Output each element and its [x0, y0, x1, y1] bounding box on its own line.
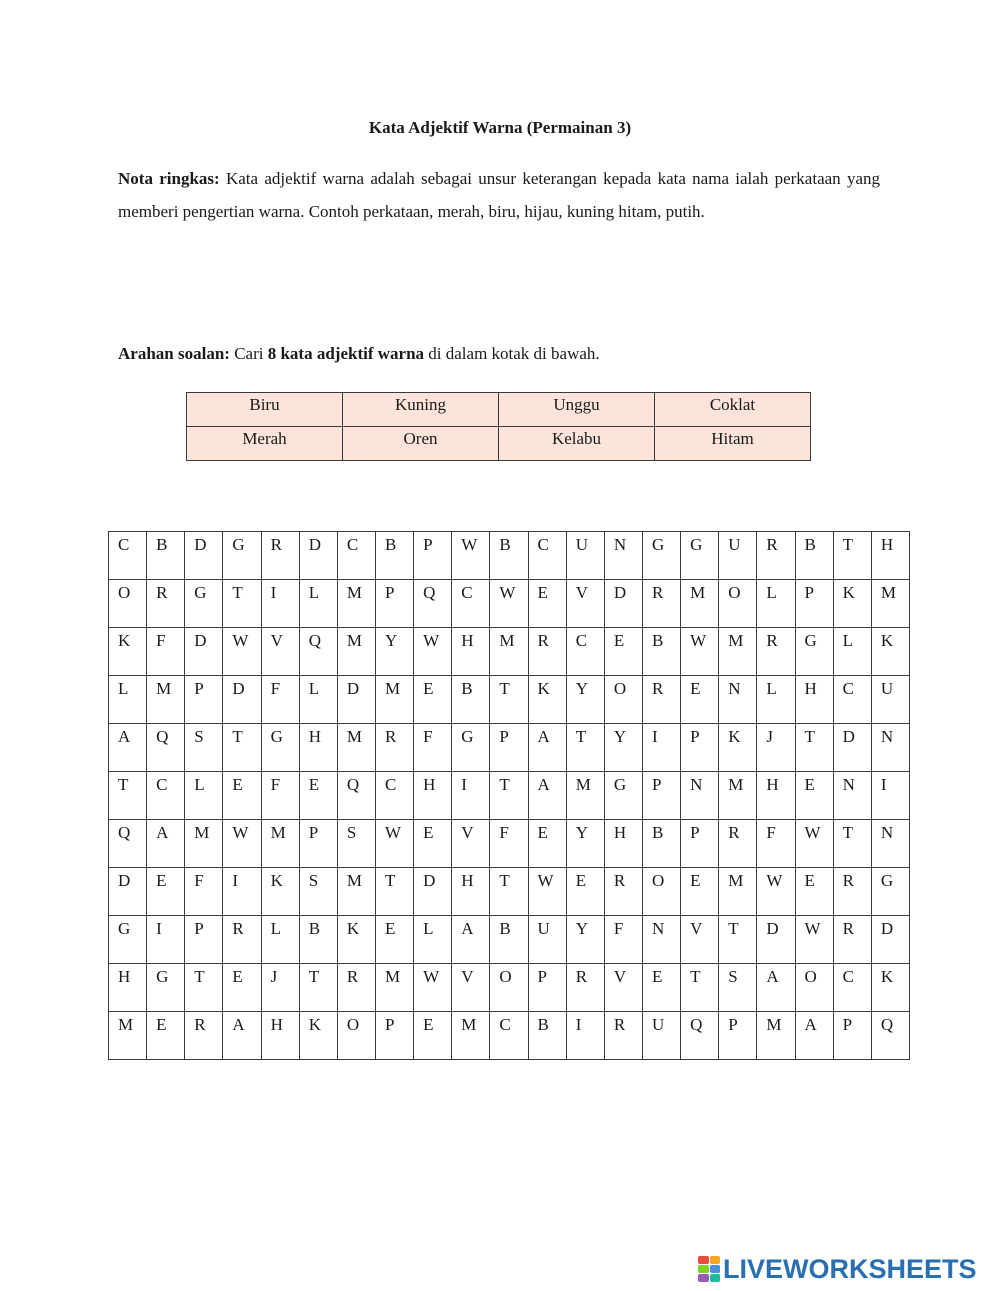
- grid-letter-cell[interactable]: B: [795, 532, 833, 580]
- grid-letter-cell[interactable]: N: [642, 916, 680, 964]
- grid-letter-cell[interactable]: L: [185, 772, 223, 820]
- logo-square: [710, 1256, 721, 1264]
- grid-letter-cell[interactable]: E: [223, 772, 261, 820]
- grid-letter-cell[interactable]: R: [337, 964, 375, 1012]
- grid-letter-cell[interactable]: W: [490, 580, 528, 628]
- brand-text: LIVEWORKSHEETS: [723, 1253, 977, 1284]
- grid-letter-cell[interactable]: E: [299, 772, 337, 820]
- grid-letter-cell[interactable]: M: [109, 1012, 147, 1060]
- worksheet-title: Kata Adjektif Warna (Permainan 3): [368, 118, 632, 137]
- grid-letter-cell[interactable]: R: [642, 580, 680, 628]
- grid-letter-cell[interactable]: T: [681, 964, 719, 1012]
- grid-letter-cell[interactable]: I: [871, 772, 909, 820]
- grid-letter-cell[interactable]: U: [642, 1012, 680, 1060]
- grid-letter-cell[interactable]: E: [375, 916, 413, 964]
- grid-letter-cell[interactable]: U: [871, 676, 909, 724]
- grid-letter-cell[interactable]: T: [719, 916, 757, 964]
- grid-letter-cell[interactable]: Q: [414, 580, 452, 628]
- grid-letter-cell[interactable]: P: [185, 916, 223, 964]
- grid-letter-cell[interactable]: Q: [109, 820, 147, 868]
- grid-letter-cell[interactable]: L: [757, 676, 795, 724]
- grid-letter-cell[interactable]: D: [871, 916, 909, 964]
- grid-letter-cell[interactable]: G: [604, 772, 642, 820]
- grid-letter-cell[interactable]: O: [795, 964, 833, 1012]
- grid-letter-cell[interactable]: H: [414, 772, 452, 820]
- grid-letter-cell[interactable]: C: [109, 532, 147, 580]
- grid-letter-cell[interactable]: V: [566, 580, 604, 628]
- grid-letter-cell[interactable]: E: [681, 676, 719, 724]
- grid-letter-cell[interactable]: C: [147, 772, 185, 820]
- grid-letter-cell[interactable]: Q: [337, 772, 375, 820]
- grid-letter-cell[interactable]: E: [147, 1012, 185, 1060]
- grid-letter-cell[interactable]: E: [414, 676, 452, 724]
- grid-letter-cell[interactable]: W: [757, 868, 795, 916]
- grid-letter-cell[interactable]: T: [833, 820, 871, 868]
- grid-letter-cell[interactable]: D: [299, 532, 337, 580]
- grid-letter-cell[interactable]: P: [375, 580, 413, 628]
- grid-letter-cell[interactable]: T: [223, 580, 261, 628]
- grid-letter-cell[interactable]: I: [261, 580, 299, 628]
- grid-letter-cell[interactable]: H: [452, 868, 490, 916]
- grid-letter-cell[interactable]: F: [604, 916, 642, 964]
- grid-letter-cell[interactable]: R: [757, 628, 795, 676]
- grid-letter-cell[interactable]: B: [642, 820, 680, 868]
- grid-letter-cell[interactable]: G: [452, 724, 490, 772]
- grid-letter-cell[interactable]: L: [414, 916, 452, 964]
- arahan-soalan: [118, 344, 880, 364]
- nota-ringkas: [118, 162, 880, 228]
- grid-letter-cell[interactable]: H: [109, 964, 147, 1012]
- grid-letter-cell[interactable]: G: [147, 964, 185, 1012]
- word-bank-table: [186, 392, 811, 461]
- grid-letter-cell[interactable]: V: [452, 964, 490, 1012]
- grid-letter-cell[interactable]: K: [833, 580, 871, 628]
- grid-letter-cell[interactable]: L: [261, 916, 299, 964]
- grid-letter-cell[interactable]: B: [299, 916, 337, 964]
- grid-row: [109, 580, 910, 628]
- grid-letter-cell[interactable]: H: [604, 820, 642, 868]
- grid-letter-cell[interactable]: I: [642, 724, 680, 772]
- grid-letter-cell[interactable]: H: [871, 532, 909, 580]
- logo-square: [710, 1265, 721, 1273]
- grid-letter-cell[interactable]: T: [490, 868, 528, 916]
- grid-letter-cell[interactable]: O: [604, 676, 642, 724]
- grid-letter-cell[interactable]: O: [719, 580, 757, 628]
- arahan-text-2: di dalam kotak di bawah.: [424, 344, 600, 363]
- grid-letter-cell[interactable]: M: [719, 628, 757, 676]
- grid-letter-cell[interactable]: C: [490, 1012, 528, 1060]
- logo-square: [698, 1256, 709, 1264]
- grid-letter-cell[interactable]: W: [795, 820, 833, 868]
- grid-letter-cell[interactable]: L: [833, 628, 871, 676]
- grid-letter-cell[interactable]: P: [490, 724, 528, 772]
- grid-letter-cell[interactable]: O: [337, 1012, 375, 1060]
- grid-letter-cell[interactable]: F: [414, 724, 452, 772]
- grid-letter-cell[interactable]: V: [452, 820, 490, 868]
- grid-letter-cell[interactable]: F: [261, 676, 299, 724]
- grid-letter-cell[interactable]: T: [375, 868, 413, 916]
- grid-letter-cell[interactable]: P: [681, 820, 719, 868]
- word-bank-row: [187, 427, 811, 461]
- grid-letter-cell[interactable]: B: [528, 1012, 566, 1060]
- grid-letter-cell[interactable]: G: [795, 628, 833, 676]
- arahan-text-1: Cari: [229, 344, 268, 363]
- grid-letter-cell[interactable]: B: [147, 532, 185, 580]
- nota-label: Nota ringkas:: [118, 169, 220, 188]
- grid-letter-cell[interactable]: L: [299, 580, 337, 628]
- grid-letter-cell[interactable]: M: [490, 628, 528, 676]
- grid-letter-cell[interactable]: W: [528, 868, 566, 916]
- grid-row: [109, 628, 910, 676]
- grid-row: [109, 964, 910, 1012]
- grid-letter-cell[interactable]: P: [681, 724, 719, 772]
- grid-letter-cell[interactable]: D: [833, 724, 871, 772]
- grid-letter-cell[interactable]: T: [223, 724, 261, 772]
- grid-letter-cell[interactable]: Y: [604, 724, 642, 772]
- logo-square: [698, 1274, 709, 1282]
- grid-letter-cell[interactable]: T: [109, 772, 147, 820]
- grid-letter-cell[interactable]: U: [528, 916, 566, 964]
- grid-letter-cell[interactable]: A: [795, 1012, 833, 1060]
- grid-letter-cell[interactable]: W: [223, 820, 261, 868]
- grid-letter-cell[interactable]: N: [833, 772, 871, 820]
- grid-letter-cell[interactable]: M: [337, 580, 375, 628]
- grid-letter-cell[interactable]: E: [795, 868, 833, 916]
- grid-letter-cell[interactable]: W: [681, 628, 719, 676]
- grid-letter-cell[interactable]: C: [375, 772, 413, 820]
- grid-letter-cell[interactable]: V: [261, 628, 299, 676]
- grid-letter-cell[interactable]: K: [261, 868, 299, 916]
- grid-letter-cell[interactable]: G: [871, 868, 909, 916]
- grid-letter-cell[interactable]: R: [833, 868, 871, 916]
- grid-letter-cell[interactable]: G: [261, 724, 299, 772]
- grid-letter-cell[interactable]: E: [147, 868, 185, 916]
- grid-letter-cell[interactable]: E: [528, 580, 566, 628]
- grid-letter-cell[interactable]: C: [833, 676, 871, 724]
- grid-letter-cell[interactable]: D: [414, 868, 452, 916]
- grid-letter-cell[interactable]: W: [795, 916, 833, 964]
- grid-letter-cell[interactable]: L: [109, 676, 147, 724]
- grid-letter-cell[interactable]: D: [757, 916, 795, 964]
- grid-letter-cell[interactable]: P: [719, 1012, 757, 1060]
- grid-letter-cell[interactable]: R: [604, 868, 642, 916]
- grid-letter-cell[interactable]: C: [566, 628, 604, 676]
- grid-letter-cell[interactable]: K: [871, 628, 909, 676]
- grid-letter-cell[interactable]: W: [414, 964, 452, 1012]
- grid-letter-cell[interactable]: T: [795, 724, 833, 772]
- liveworksheets-logo: [698, 1254, 977, 1284]
- grid-letter-cell[interactable]: K: [109, 628, 147, 676]
- word-bank-item: Unggu: [499, 393, 655, 427]
- grid-letter-cell[interactable]: R: [833, 916, 871, 964]
- grid-letter-cell[interactable]: E: [414, 1012, 452, 1060]
- grid-row: [109, 772, 910, 820]
- grid-row: [109, 916, 910, 964]
- grid-letter-cell[interactable]: P: [642, 772, 680, 820]
- grid-letter-cell[interactable]: G: [642, 532, 680, 580]
- grid-letter-cell[interactable]: P: [375, 1012, 413, 1060]
- grid-letter-cell[interactable]: C: [833, 964, 871, 1012]
- grid-letter-cell[interactable]: T: [185, 964, 223, 1012]
- grid-letter-cell[interactable]: R: [223, 916, 261, 964]
- grid-letter-cell[interactable]: F: [261, 772, 299, 820]
- grid-letter-cell[interactable]: M: [261, 820, 299, 868]
- grid-letter-cell[interactable]: G: [109, 916, 147, 964]
- grid-letter-cell[interactable]: R: [261, 532, 299, 580]
- grid-letter-cell[interactable]: I: [452, 772, 490, 820]
- grid-letter-cell[interactable]: Y: [375, 628, 413, 676]
- grid-letter-cell[interactable]: F: [147, 628, 185, 676]
- grid-letter-cell[interactable]: E: [566, 868, 604, 916]
- grid-letter-cell[interactable]: F: [490, 820, 528, 868]
- grid-letter-cell[interactable]: H: [299, 724, 337, 772]
- grid-row: [109, 1012, 910, 1060]
- grid-letter-cell[interactable]: M: [681, 580, 719, 628]
- grid-letter-cell[interactable]: R: [375, 724, 413, 772]
- grid-letter-cell[interactable]: S: [185, 724, 223, 772]
- grid-letter-cell[interactable]: S: [719, 964, 757, 1012]
- grid-letter-cell[interactable]: V: [681, 916, 719, 964]
- grid-letter-cell[interactable]: R: [528, 628, 566, 676]
- grid-letter-cell[interactable]: B: [490, 532, 528, 580]
- grid-letter-cell[interactable]: C: [528, 532, 566, 580]
- grid-letter-cell[interactable]: H: [261, 1012, 299, 1060]
- grid-letter-cell[interactable]: R: [147, 580, 185, 628]
- grid-letter-cell[interactable]: P: [528, 964, 566, 1012]
- grid-letter-cell[interactable]: T: [490, 676, 528, 724]
- grid-row: [109, 532, 910, 580]
- grid-letter-cell[interactable]: M: [566, 772, 604, 820]
- grid-letter-cell[interactable]: Q: [147, 724, 185, 772]
- grid-letter-cell[interactable]: E: [604, 628, 642, 676]
- grid-letter-cell[interactable]: O: [109, 580, 147, 628]
- grid-letter-cell[interactable]: M: [337, 628, 375, 676]
- word-search-grid: [108, 531, 910, 1060]
- grid-letter-cell[interactable]: P: [833, 1012, 871, 1060]
- grid-letter-cell[interactable]: M: [337, 868, 375, 916]
- grid-letter-cell[interactable]: T: [566, 724, 604, 772]
- grid-letter-cell[interactable]: Y: [566, 916, 604, 964]
- grid-letter-cell[interactable]: A: [452, 916, 490, 964]
- grid-row: [109, 868, 910, 916]
- grid-letter-cell[interactable]: C: [337, 532, 375, 580]
- grid-letter-cell[interactable]: M: [719, 772, 757, 820]
- grid-letter-cell[interactable]: N: [604, 532, 642, 580]
- grid-letter-cell[interactable]: W: [414, 628, 452, 676]
- grid-letter-cell[interactable]: E: [528, 820, 566, 868]
- grid-letter-cell[interactable]: M: [375, 676, 413, 724]
- grid-letter-cell[interactable]: D: [604, 580, 642, 628]
- grid-letter-cell[interactable]: F: [757, 820, 795, 868]
- grid-letter-cell[interactable]: K: [337, 916, 375, 964]
- grid-row: [109, 724, 910, 772]
- grid-letter-cell[interactable]: N: [871, 724, 909, 772]
- grid-letter-cell[interactable]: W: [452, 532, 490, 580]
- grid-letter-cell[interactable]: M: [719, 868, 757, 916]
- grid-letter-cell[interactable]: L: [757, 580, 795, 628]
- grid-letter-cell[interactable]: E: [795, 772, 833, 820]
- grid-letter-cell[interactable]: M: [757, 1012, 795, 1060]
- grid-letter-cell[interactable]: S: [299, 868, 337, 916]
- grid-letter-cell[interactable]: A: [147, 820, 185, 868]
- grid-letter-cell[interactable]: H: [795, 676, 833, 724]
- word-bank-item: Kuning: [343, 393, 499, 427]
- liveworksheets-logo-icon: [698, 1256, 720, 1282]
- grid-letter-cell[interactable]: W: [223, 628, 261, 676]
- grid-letter-cell[interactable]: U: [566, 532, 604, 580]
- grid-letter-cell[interactable]: B: [490, 916, 528, 964]
- word-bank-item: Kelabu: [499, 427, 655, 461]
- grid-letter-cell[interactable]: G: [223, 532, 261, 580]
- grid-letter-cell[interactable]: M: [375, 964, 413, 1012]
- grid-letter-cell[interactable]: R: [566, 964, 604, 1012]
- grid-letter-cell[interactable]: C: [452, 580, 490, 628]
- grid-letter-cell[interactable]: G: [681, 532, 719, 580]
- grid-letter-cell[interactable]: K: [528, 676, 566, 724]
- grid-letter-cell[interactable]: H: [757, 772, 795, 820]
- grid-letter-cell[interactable]: K: [871, 964, 909, 1012]
- grid-letter-cell[interactable]: R: [757, 532, 795, 580]
- grid-letter-cell[interactable]: N: [681, 772, 719, 820]
- grid-letter-cell[interactable]: E: [681, 868, 719, 916]
- grid-letter-cell[interactable]: Q: [871, 1012, 909, 1060]
- grid-letter-cell[interactable]: Q: [681, 1012, 719, 1060]
- grid-letter-cell[interactable]: A: [757, 964, 795, 1012]
- arahan-bold: 8 kata adjektif warna: [267, 344, 425, 363]
- grid-letter-cell[interactable]: D: [223, 676, 261, 724]
- grid-letter-cell[interactable]: B: [452, 676, 490, 724]
- grid-letter-cell[interactable]: L: [299, 676, 337, 724]
- grid-letter-cell[interactable]: R: [185, 1012, 223, 1060]
- grid-row: [109, 820, 910, 868]
- grid-letter-cell[interactable]: F: [185, 868, 223, 916]
- grid-letter-cell[interactable]: P: [414, 532, 452, 580]
- grid-letter-cell[interactable]: G: [185, 580, 223, 628]
- grid-letter-cell[interactable]: M: [147, 676, 185, 724]
- word-bank-item: Merah: [187, 427, 343, 461]
- grid-letter-cell[interactable]: M: [452, 1012, 490, 1060]
- grid-letter-cell[interactable]: K: [299, 1012, 337, 1060]
- grid-letter-cell[interactable]: D: [109, 868, 147, 916]
- grid-letter-cell[interactable]: W: [375, 820, 413, 868]
- nota-text: Kata adjektif warna adalah sebagai unsur keterangan kepada kata nama ialah perkataan yang memberi pengertian warna. Contoh perkataan, merah, biru, hijau, kuning hitam, putih.: [118, 169, 880, 221]
- grid-letter-cell[interactable]: D: [185, 532, 223, 580]
- grid-letter-cell[interactable]: S: [337, 820, 375, 868]
- grid-letter-cell[interactable]: T: [299, 964, 337, 1012]
- grid-letter-cell[interactable]: Q: [299, 628, 337, 676]
- grid-letter-cell[interactable]: P: [185, 676, 223, 724]
- word-bank-item: Biru: [187, 393, 343, 427]
- grid-letter-cell[interactable]: H: [452, 628, 490, 676]
- word-bank-row: [187, 393, 811, 427]
- grid-letter-cell[interactable]: I: [147, 916, 185, 964]
- grid-letter-cell[interactable]: V: [604, 964, 642, 1012]
- grid-letter-cell[interactable]: A: [109, 724, 147, 772]
- grid-letter-cell[interactable]: R: [642, 676, 680, 724]
- grid-letter-cell[interactable]: M: [337, 724, 375, 772]
- grid-letter-cell[interactable]: E: [223, 964, 261, 1012]
- grid-letter-cell[interactable]: O: [490, 964, 528, 1012]
- grid-letter-cell[interactable]: Y: [566, 676, 604, 724]
- grid-letter-cell[interactable]: J: [261, 964, 299, 1012]
- grid-letter-cell[interactable]: M: [871, 580, 909, 628]
- logo-square: [710, 1274, 721, 1282]
- grid-letter-cell[interactable]: R: [604, 1012, 642, 1060]
- grid-letter-cell[interactable]: B: [375, 532, 413, 580]
- grid-letter-cell[interactable]: D: [337, 676, 375, 724]
- logo-square: [698, 1265, 709, 1273]
- grid-letter-cell[interactable]: A: [528, 724, 566, 772]
- arahan-label: Arahan soalan:: [118, 344, 230, 363]
- grid-letter-cell[interactable]: P: [795, 580, 833, 628]
- grid-letter-cell[interactable]: U: [719, 532, 757, 580]
- word-bank-item: Hitam: [655, 427, 811, 461]
- grid-letter-cell[interactable]: E: [642, 964, 680, 1012]
- grid-letter-cell[interactable]: A: [223, 1012, 261, 1060]
- grid-letter-cell[interactable]: N: [719, 676, 757, 724]
- grid-letter-cell[interactable]: T: [490, 772, 528, 820]
- grid-letter-cell[interactable]: Y: [566, 820, 604, 868]
- grid-letter-cell[interactable]: B: [642, 628, 680, 676]
- grid-letter-cell[interactable]: T: [833, 532, 871, 580]
- grid-letter-cell[interactable]: K: [719, 724, 757, 772]
- grid-letter-cell[interactable]: R: [719, 820, 757, 868]
- grid-letter-cell[interactable]: A: [528, 772, 566, 820]
- grid-letter-cell[interactable]: D: [185, 628, 223, 676]
- word-bank-item: Coklat: [655, 393, 811, 427]
- grid-letter-cell[interactable]: I: [566, 1012, 604, 1060]
- grid-letter-cell[interactable]: P: [299, 820, 337, 868]
- grid-letter-cell[interactable]: E: [414, 820, 452, 868]
- grid-letter-cell[interactable]: O: [642, 868, 680, 916]
- grid-letter-cell[interactable]: I: [223, 868, 261, 916]
- grid-letter-cell[interactable]: N: [871, 820, 909, 868]
- grid-row: [109, 676, 910, 724]
- grid-letter-cell[interactable]: J: [757, 724, 795, 772]
- word-bank-item: Oren: [343, 427, 499, 461]
- grid-letter-cell[interactable]: M: [185, 820, 223, 868]
